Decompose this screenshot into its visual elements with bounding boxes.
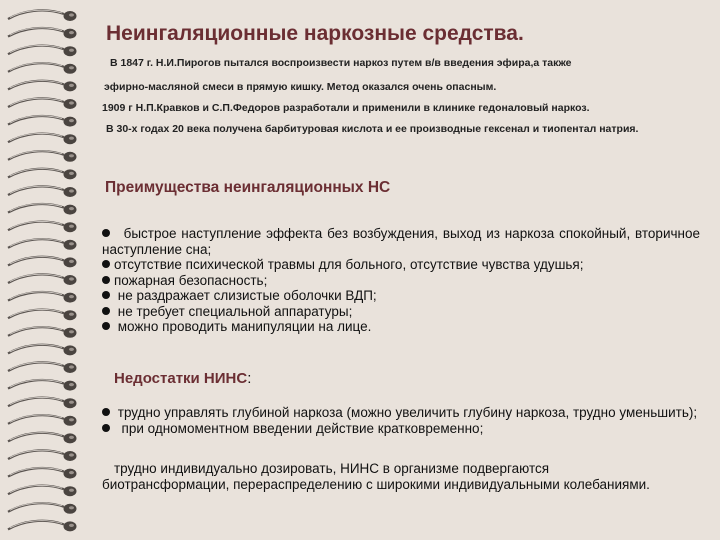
advantage-text: быстрое наступление эффекта без возбуждения, выход из наркоза спокойный, вторичное наступление сна; [102, 226, 700, 257]
binding-ring [8, 116, 77, 127]
binding-ring [8, 468, 77, 479]
advantage-text: отсутствие психической травмы для больного, отсутствие чувства удушья; [114, 257, 584, 272]
binding-ring [8, 98, 77, 109]
advantages-heading: Преимущества неингаляционных НС [105, 179, 391, 196]
disadvantage-text: трудно управлять глубиной наркоза (можно увеличить глубину наркоза, трудно уменьшить); [117, 405, 698, 420]
history-line-4-text: В 30-х годах 20 века получена барбитуровая кислота и ее производные гексенал и тиопентал натрия. [106, 123, 639, 135]
binding-ring [8, 292, 77, 303]
disadvantages-heading-text: Недостатки НИНС [114, 370, 248, 387]
page-title: Неингаляционные наркозные средства. [106, 22, 524, 45]
bullet-icon [102, 229, 110, 237]
bullet-icon [102, 260, 110, 268]
history-line-2: эфирно-масляной смеси в прямую кишку. Метод оказался очень опасным. [104, 81, 497, 93]
history-line-1: В 1847 г. Н.И.Пирогов пытался воспроизвести наркоз путем в/в введения эфира,а также [110, 57, 572, 69]
advantage-text: не требует специальной аппаратуры; [117, 303, 353, 319]
slide-content [96, 0, 706, 530]
binding-ring [8, 257, 77, 268]
binding-ring [8, 345, 77, 356]
advantage-item [102, 257, 700, 273]
advantage-text: пожарная безопасность; [114, 272, 268, 288]
disadvantage-item [102, 405, 700, 421]
binding-ring [8, 221, 77, 232]
binding-ring [8, 503, 77, 514]
disadvantages-heading [114, 370, 251, 387]
advantage-text: можно проводить манипуляции на лице. [117, 319, 372, 334]
binding-ring [8, 204, 77, 215]
binding-ring [8, 81, 77, 92]
spiral-binding [0, 0, 90, 540]
binding-ring [8, 10, 77, 21]
advantage-item [102, 273, 700, 289]
binding-ring [8, 397, 77, 408]
disadvantages-note-text: трудно индивидуально дозировать, НИНС в организме подвергаются биотрансформации, перераспределению с широкими индивидуальными колебаниями. [102, 461, 650, 492]
binding-ring [8, 45, 77, 56]
binding-ring [8, 309, 77, 320]
binding-ring [8, 327, 77, 338]
binding-ring [8, 63, 77, 74]
bullet-icon [102, 276, 110, 284]
binding-ring [8, 28, 77, 39]
binding-ring [8, 169, 77, 180]
binding-ring [8, 380, 77, 391]
history-line-4 [102, 123, 692, 136]
disadvantages-heading-colon: : [247, 370, 252, 387]
binding-ring [8, 521, 77, 532]
binding-ring [8, 485, 77, 496]
binding-ring [8, 151, 77, 162]
binding-ring [8, 133, 77, 144]
advantage-text: не раздражает слизистые оболочки ВДП; [117, 288, 377, 303]
disadvantages-note [102, 461, 662, 492]
advantage-item [102, 319, 700, 335]
binding-ring [8, 415, 77, 426]
bullet-icon [102, 408, 110, 416]
history-line-3: 1909 г Н.П.Кравков и С.П.Федоров разработали и применили в клинике гедоналовый наркоз. [102, 102, 590, 114]
advantage-item [102, 304, 700, 320]
bullet-icon [102, 424, 110, 432]
advantage-item [102, 226, 700, 257]
advantage-item [102, 288, 700, 304]
disadvantage-item [102, 421, 700, 437]
bullet-icon [102, 307, 110, 315]
binding-ring [8, 433, 77, 444]
binding-ring [8, 186, 77, 197]
binding-ring [8, 450, 77, 461]
bullet-icon [102, 291, 110, 299]
disadvantage-text: при одномоментном введении действие кратковременно; [121, 420, 484, 436]
bullet-icon [102, 322, 110, 330]
advantages-list [102, 226, 700, 335]
binding-ring [8, 239, 77, 250]
disadvantages-list [102, 405, 700, 436]
binding-ring [8, 362, 77, 373]
binding-ring [8, 274, 77, 285]
